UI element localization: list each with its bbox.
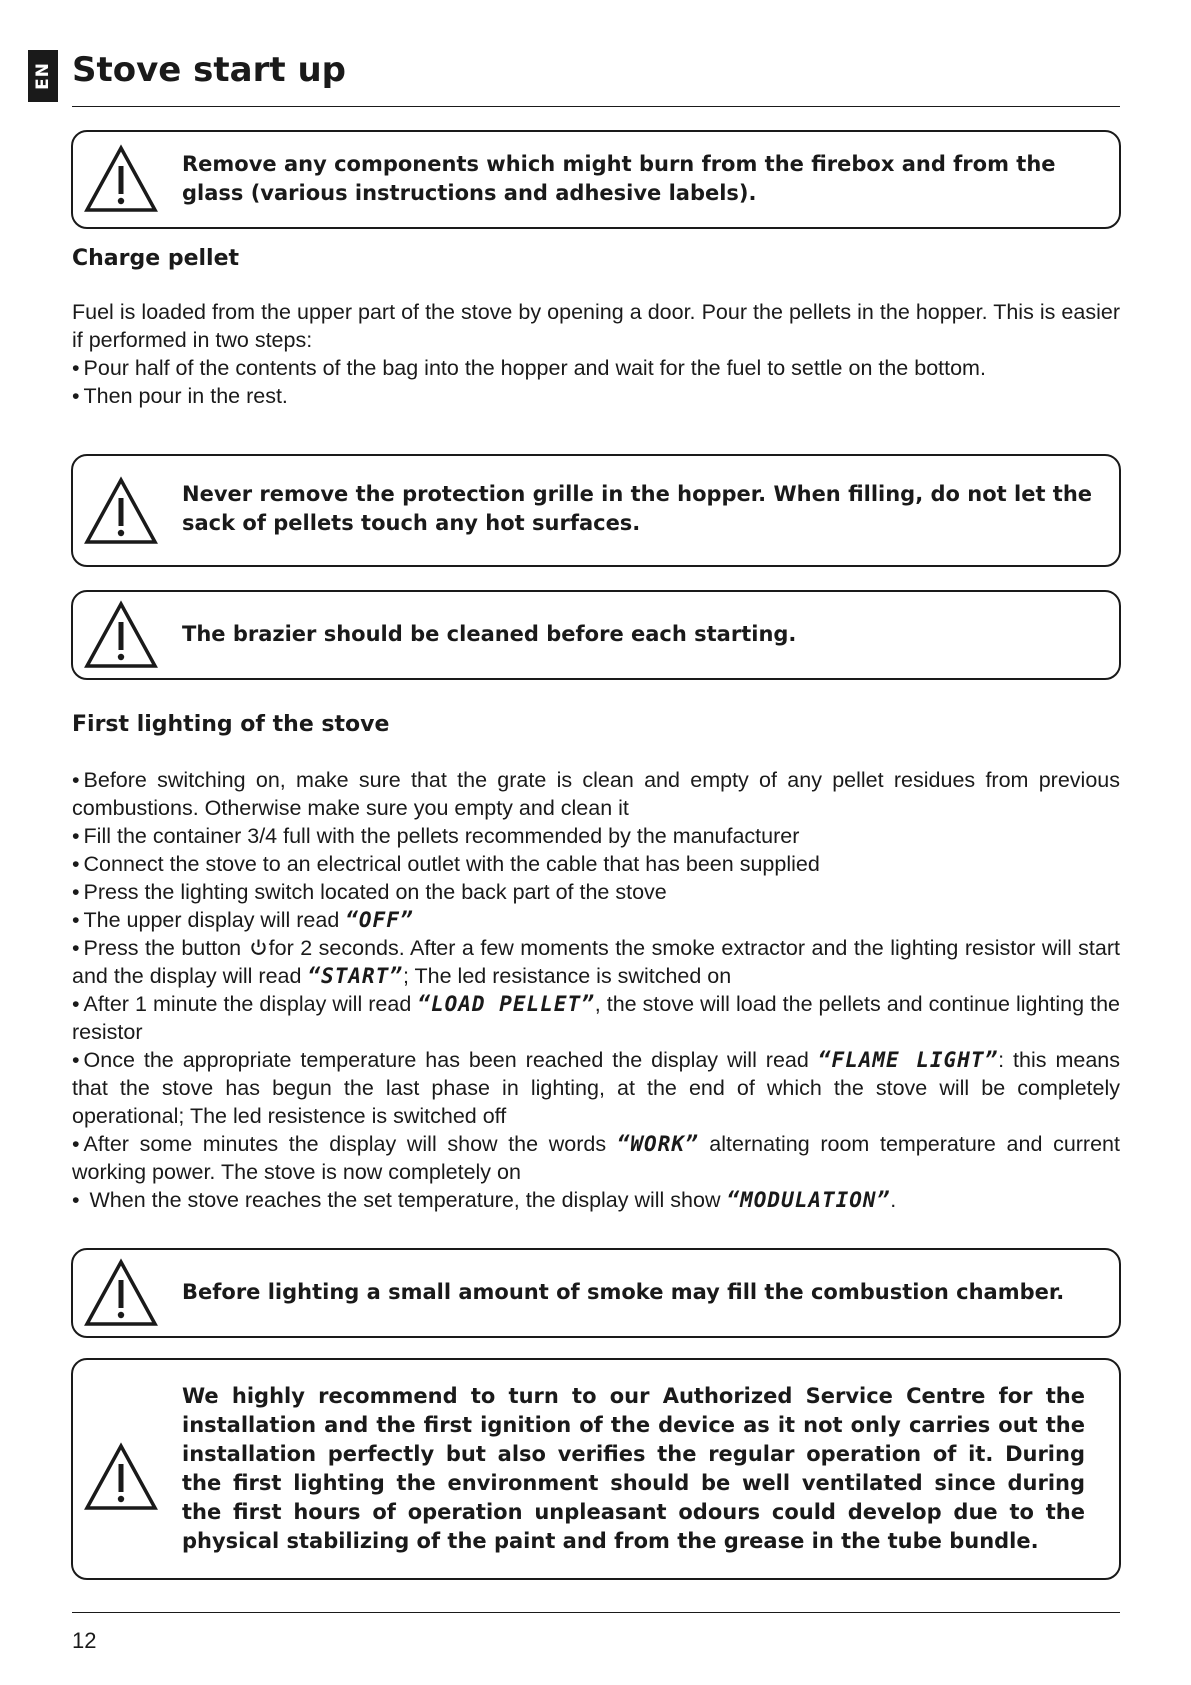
display-code-start: “START” [307, 964, 403, 988]
list-item: • Pour half of the contents of the bag into the hopper and wait for the fuel to settle on the bottom. [72, 356, 986, 380]
page-number: 12 [72, 1628, 97, 1653]
heading-charge-pellet: Charge pellet [72, 246, 240, 271]
list-item: • Fill the container 3/4 full with the pellets recommended by the manufacturer [72, 824, 800, 848]
display-code-work: “WORK” [616, 1132, 699, 1156]
warning-text-brazier: The brazier should be cleaned before each starting. [182, 622, 797, 646]
list-item: • After 1 minute the display will read “LOAD PELLET”, the stove will load the pellets and continue lighting the resistor [72, 992, 1120, 1044]
warning-triangle-icon [83, 476, 159, 546]
list-item: • The upper display will read “OFF” [72, 908, 414, 932]
display-code-flame-light: “FLAME LIGHT” [817, 1048, 999, 1072]
list-item: • Before switching on, make sure that the grate is clean and empty of any pellet residues from previous combustions. Otherwise make sure you empty and clean it [72, 768, 1120, 820]
display-code-off: “OFF” [345, 908, 414, 932]
list-item: • Press the button for 2 seconds. After a few moments the smoke extractor and the lighting resistor will start and the display will read “START”; The led resistance is switched on [72, 936, 1120, 988]
list-item: • When the stove reaches the set temperature, the display will show “MODULATION”. [72, 1188, 897, 1212]
warning-triangle-icon [83, 1442, 159, 1512]
display-code-load-pellet: “LOAD PELLET” [417, 992, 595, 1016]
heading-first-lighting: First lighting of the stove [72, 712, 390, 737]
first-lighting-list [72, 766, 1120, 1214]
charge-intro: Fuel is loaded from the upper part of the stove by opening a door. Pour the pellets in the hopper. This is easier if performed in two steps: [72, 300, 1120, 352]
list-item: • Then pour in the rest. [72, 384, 288, 408]
list-item: • Press the lighting switch located on the back part of the stove [72, 880, 667, 904]
warning-text-grille: Never remove the protection grille in the hopper. When filling, do not let the sack of pellets touch any hot surfaces. [182, 482, 1093, 535]
warning-triangle-icon [83, 600, 159, 670]
warning-text-smoke: Before lighting a small amount of smoke may fill the combustion chamber. [182, 1280, 1065, 1304]
power-icon [250, 938, 267, 957]
language-tab-label: EN [33, 62, 53, 90]
language-tab [28, 50, 58, 102]
list-item: • Connect the stove to an electrical outlet with the cable that has been supplied [72, 852, 820, 876]
warning-triangle-icon [83, 144, 159, 214]
footer-divider [72, 1612, 1120, 1613]
warning-triangle-icon [83, 1258, 159, 1328]
warning-box-smoke [71, 1248, 1121, 1338]
warning-box-service-centre [71, 1358, 1121, 1580]
display-code-modulation: “MODULATION” [726, 1188, 891, 1212]
title-divider [72, 106, 1120, 107]
warning-text-components: Remove any components which might burn from the firebox and from the glass (various instructions and adhesive labels). [182, 152, 1056, 205]
warning-box-brazier [71, 590, 1121, 680]
list-item: • Once the appropriate temperature has been reached the display will read “FLAME LIGHT”: this means that the stove has begun the last phase in lighting, at the end of which the stove will be completely operational; The led resistence is switched off [72, 1048, 1120, 1128]
warning-box-components [71, 130, 1121, 229]
page-title: Stove start up [72, 50, 346, 90]
warning-box-grille [71, 454, 1121, 567]
charge-pellet-text [72, 298, 1120, 410]
warning-text-service-centre: We highly recommend to turn to our Authorized Service Centre for the installation and the first ignition of the device as it not only carries out the installation perfectly but also verifies the regular operation of it. During the first lighting the environment should be well ventilated since during the first hours of operation unpleasant odours could develop due to the physical stabilizing of the paint and from the grease in the tube bundle. [182, 1384, 1085, 1553]
list-item: • After some minutes the display will show the words “WORK” alternating room temperature and current working power. The stove is now completely on [72, 1132, 1120, 1184]
